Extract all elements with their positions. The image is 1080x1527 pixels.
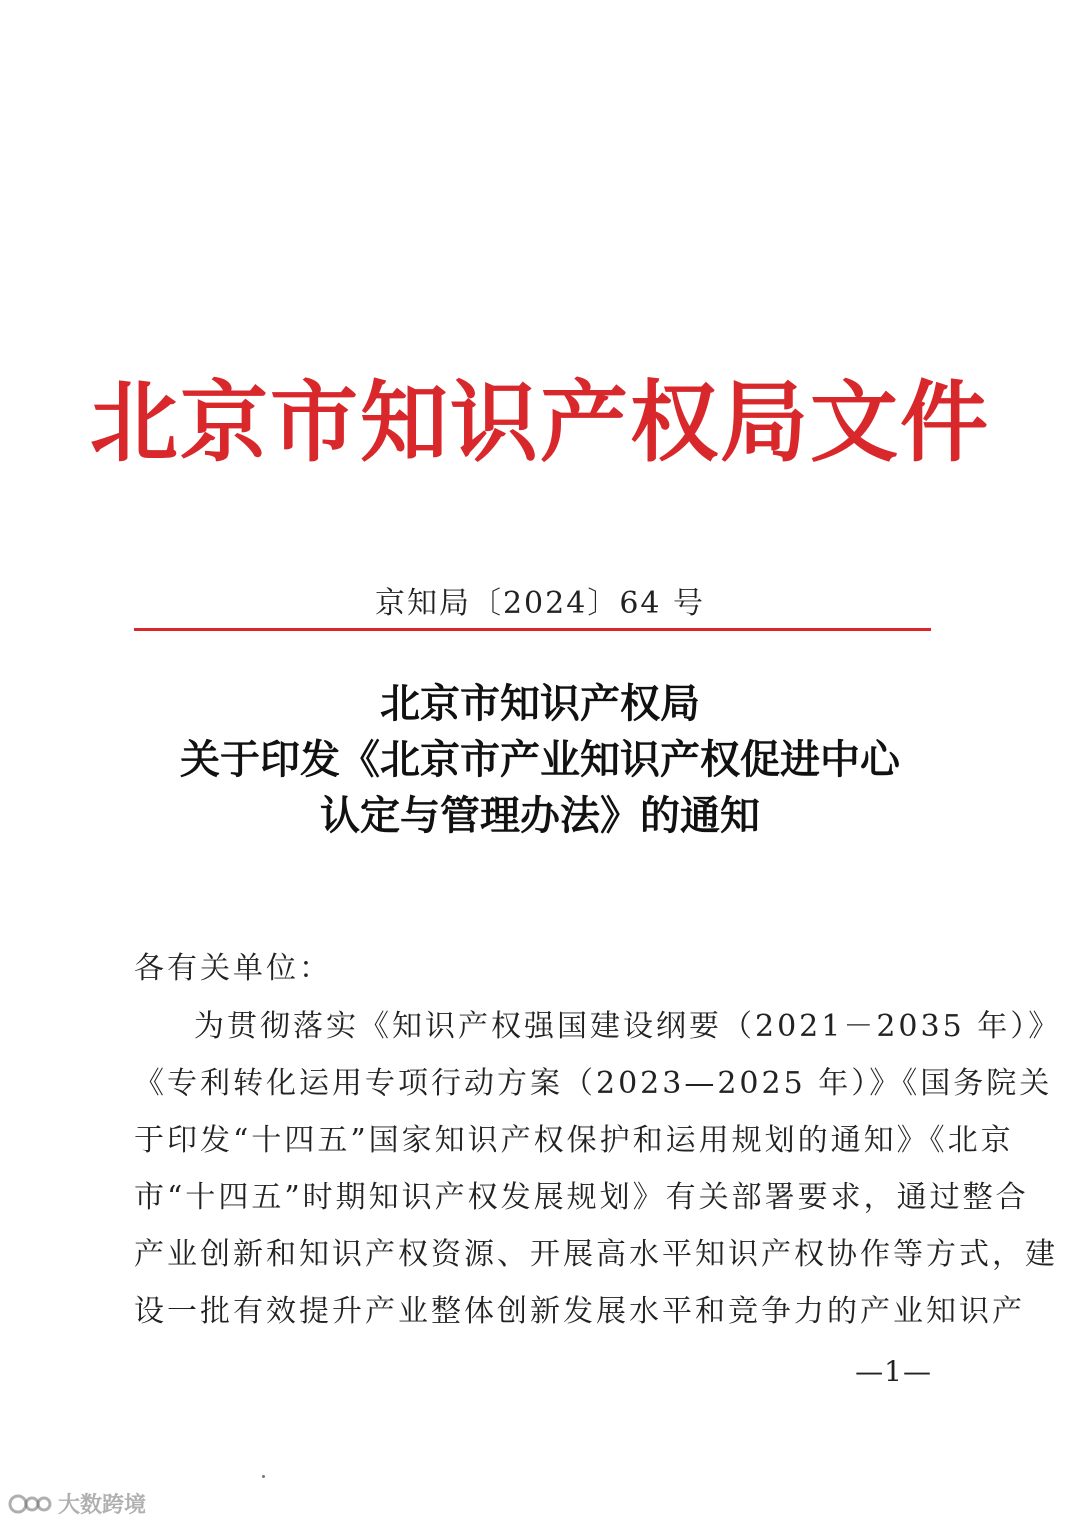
watermark-text: 大数跨境 [58,1493,147,1518]
title-line: 认定与管理办法》的通知 [320,792,760,839]
body-line: 于印发“十四五”国家知识产权保护和运用规划的通知》《北京 [134,1123,1014,1158]
watermark [8,1488,146,1519]
notice-title [0,676,1080,844]
title-line: 北京市知识产权局 [380,680,700,727]
body-line: 《专利转化运用专项行动方案（2023—2025 年）》《国务院关 [134,1066,1053,1101]
agency-header-title: 北京市知识产权局文件 [89,370,990,474]
body-line: 产业创新和知识产权资源、开展高水平知识产权协作等方式，建 [134,1237,1058,1272]
document-number: 京知局〔2024〕64 号 [374,586,706,621]
title-line: 关于印发《北京市产业知识产权促进中心 [180,736,900,783]
watermark-logo-icon [8,1492,52,1516]
page-number: —1— [855,1355,932,1388]
salutation: 各有关单位： [134,951,332,986]
body-line: 为贯彻落实《知识产权强国建设纲要（2021－2035 年）》 [194,1009,1062,1044]
scan-speck [262,1475,265,1478]
body-paragraph [134,998,1062,1340]
red-divider-line [134,628,931,631]
body-line: 市“十四五”时期知识产权发展规划》有关部署要求，通过整合 [134,1180,1029,1215]
body-line: 设一批有效提升产业整体创新发展水平和竞争力的产业知识产 [134,1294,1025,1329]
